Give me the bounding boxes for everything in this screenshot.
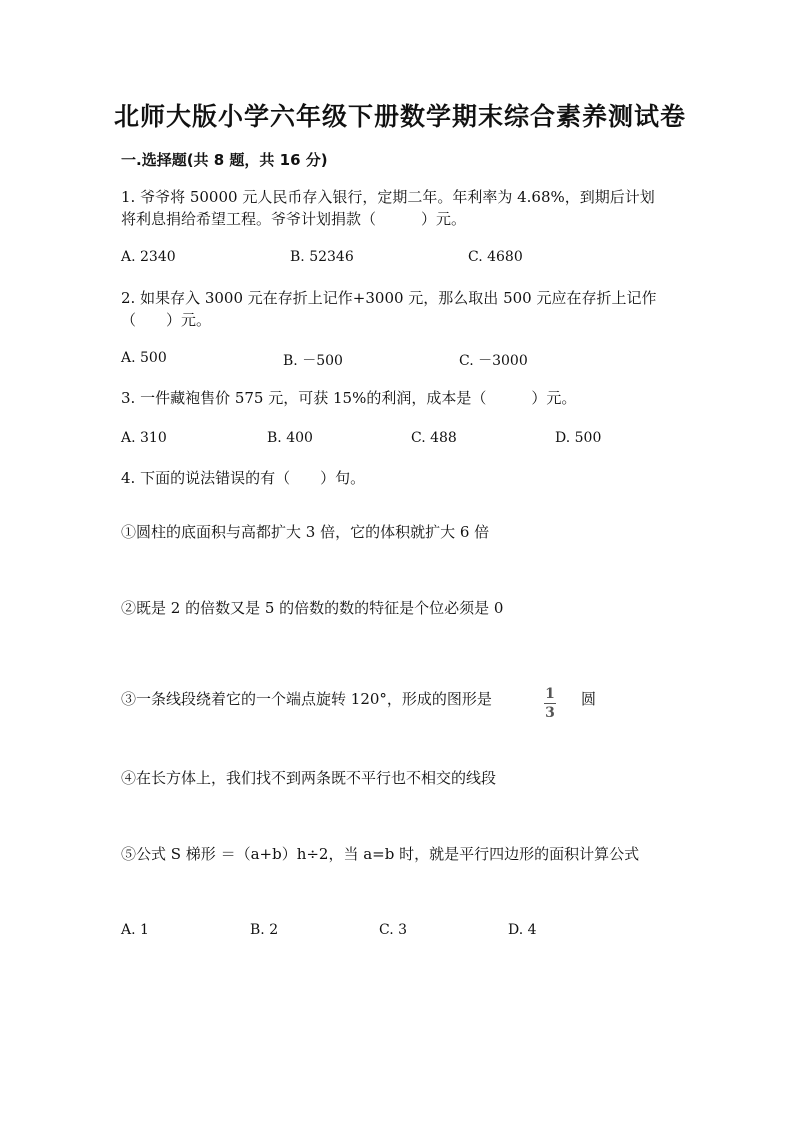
question-1-option-c: C. 4680 [468, 249, 523, 265]
question-3-option-c: C. 488 [411, 430, 457, 446]
question-2-option-c: C. －3000 [459, 353, 528, 369]
question-2-option-a: A. 500 [121, 350, 167, 366]
question-2-option-b: B. －500 [283, 353, 343, 369]
page-title: 北师大版小学六年级下册数学期末综合素养测试卷 [113, 102, 686, 131]
fraction-bar [544, 703, 556, 704]
question-4-option-a: A. 1 [121, 922, 149, 938]
question-2-stem-line-2: （ ）元。 [121, 311, 212, 329]
question-2-stem-line-1: 2. 如果存入 3000 元在存折上记作+3000 元，那么取出 500 元应在存折上记作 [121, 289, 657, 307]
question-4-statement-5: ⑤公式 S 梯形 ＝（a+b）h÷2，当 a=b 时，就是平行四边形的面积计算公式 [121, 845, 640, 863]
question-4-statement-4: ④在长方体上，我们找不到两条既不平行也不相交的线段 [121, 769, 497, 787]
question-3-option-a: A. 310 [121, 430, 167, 446]
question-3-option-b: B. 400 [267, 430, 313, 446]
question-4-stem: 4. 下面的说法错误的有（ ）句。 [121, 469, 366, 487]
question-4-statement-2: ②既是 2 的倍数又是 5 的倍数的数的特征是个位必须是 0 [121, 599, 504, 617]
question-4-statement-3-text: ③一条线段绕着它的一个端点旋转 120°，形成的图形是 [121, 690, 492, 708]
fraction-numerator: 1 [545, 686, 555, 702]
fraction-one-third [544, 683, 556, 720]
section-heading: 一.选择题(共 8 题，共 16 分) [121, 151, 328, 169]
question-4-statement-3-suffix: 圆 [581, 690, 597, 708]
question-4-option-b: B. 2 [250, 922, 279, 938]
question-4-option-d: D. 4 [508, 922, 537, 938]
fraction-denominator: 3 [545, 705, 555, 721]
question-1-option-a: A. 2340 [121, 249, 176, 265]
question-3-stem: 3. 一件藏袍售价 575 元，可获 15%的利润，成本是（ ）元。 [121, 389, 577, 407]
question-3-option-d: D. 500 [555, 430, 602, 446]
question-4-option-c: C. 3 [379, 922, 408, 938]
question-1-stem-line-2: 将利息捐给希望工程。爷爷计划捐款（ ）元。 [121, 210, 467, 228]
question-1-option-b: B. 52346 [290, 249, 354, 265]
question-1-stem-line-1: 1. 爷爷将 50000 元人民币存入银行，定期二年。年利率为 4.68%，到期后计划 [121, 188, 655, 206]
question-4-statement-1: ①圆柱的底面积与高都扩大 3 倍，它的体积就扩大 6 倍 [121, 523, 490, 541]
